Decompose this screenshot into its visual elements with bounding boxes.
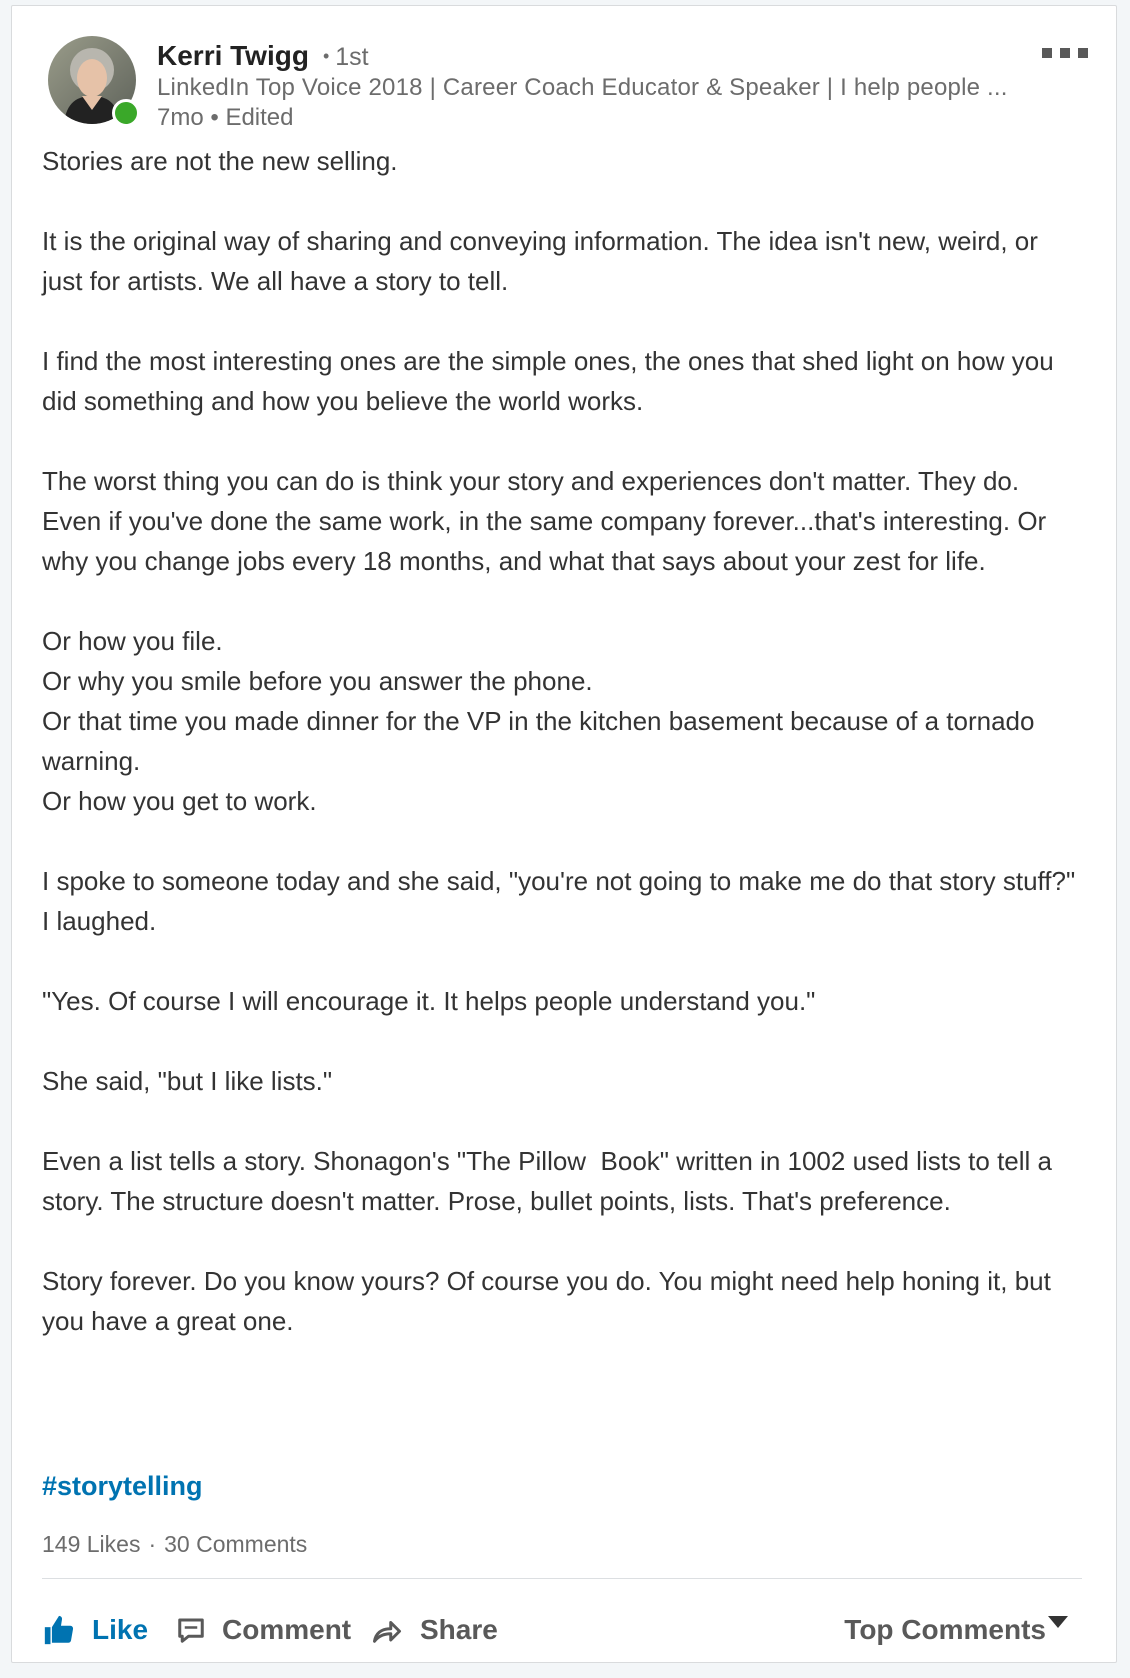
connection-degree-label: 1st [335,43,369,71]
share-label: Share [420,1614,498,1645]
comment-icon [176,1615,206,1645]
post-paragraph: Even a list tells a story. Shonagon's "The Pillow Book" written in 1002 used lists to tell a story. The structure doesn't matter. Prose, bullet points, lists. That's preference. [42,1146,1060,1216]
thumbs-up-icon [42,1613,76,1647]
author-avatar[interactable] [48,36,136,124]
likes-count[interactable]: 149 Likes [42,1531,141,1557]
like-label: Like [92,1614,149,1645]
post-paragraph: I find the most interesting ones are the simple ones, the ones that shed light on how you did something and how you believe the world works. [42,346,1061,416]
author-headline: LinkedIn Top Voice 2018 | Career Coach Educator & Speaker | I help people ... [157,74,1008,101]
post-time: 7mo [157,104,204,131]
post-paragraph: I spoke to someone today and she said, "you're not going to make me do that story stuff?" I laughed. [42,866,1083,936]
post-paragraph: She said, "but I like lists." [42,1066,333,1096]
connection-degree [323,43,369,72]
post-paragraph: Or how you file. Or why you smile before you answer the phone. Or that time you made dinner for the VP in the kitchen basement because of a tornado warning. Or how you get to work. [42,626,1035,816]
comments-count[interactable]: 30 Comments [164,1531,308,1557]
online-status-indicator [112,99,140,127]
caret-down-icon [1048,1616,1068,1628]
sort-comments-dropdown[interactable] [844,1604,1068,1656]
post-paragraph: Story forever. Do you know yours? Of course you do. You might need help honing it, but you have a great one. [42,1266,1059,1336]
like-button[interactable] [42,1604,148,1656]
post-paragraph: Stories are not the new selling. [42,146,398,176]
post-paragraph: "Yes. Of course I will encourage it. It helps people understand you." [42,986,816,1016]
share-button[interactable] [370,1604,498,1656]
author-name[interactable]: Kerri Twigg [157,40,309,71]
edited-label: Edited [225,104,294,131]
comment-label: Comment [222,1614,352,1645]
count-separator: · [148,1531,157,1557]
share-arrow-icon [370,1615,404,1645]
post-meta [157,104,294,132]
comment-button[interactable] [176,1604,351,1656]
post-paragraph: The worst thing you can do is think your story and experiences don't matter. They do. Even if you've done the same work, in the same company forever...that's interesting. Or why you change jobs every 18 months, and what that says about your zest for life. [42,466,1054,576]
social-counts [42,1531,307,1558]
feed-post-card [11,5,1117,1663]
bullet-separator: • [322,46,330,66]
post-body [42,141,1082,1361]
author-name-row [157,40,369,74]
sort-label: Top Comments [844,1614,1046,1645]
more-dots-icon[interactable] [1042,46,1088,60]
divider [42,1578,1082,1579]
bullet-separator: • [210,104,226,131]
post-paragraph: It is the original way of sharing and conveying information. The idea isn't new, weird, or just for artists. We all have a story to tell. [42,226,1046,296]
post-actions-bar [42,1604,1082,1656]
hashtag-link[interactable]: #storytelling [42,1471,203,1501]
